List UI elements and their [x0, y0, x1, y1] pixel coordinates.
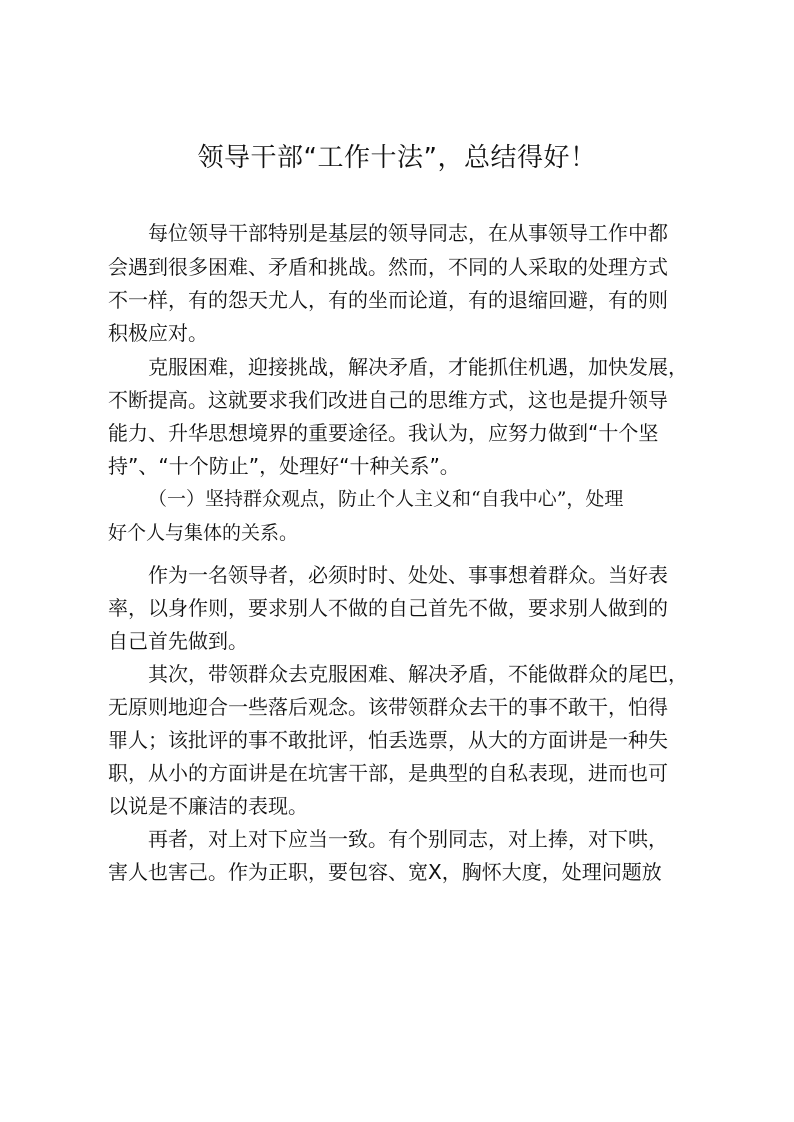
paragraph-line: 会遇到很多困难、矛盾和挑战。然而，不同的人采取的处理方式 — [108, 255, 668, 279]
paragraph-line: 不断提高。这就要求我们改进自己的思维方式，这也是提升领导 — [108, 388, 668, 412]
paragraph-line: 职，从小的方面讲是在坑害干部，是典型的自私表现，进而也可 — [108, 761, 668, 785]
section-heading-line: 好个人与集体的关系。 — [108, 522, 299, 544]
paragraph-line: 能力、升华思想境界的重要途径。我认为，应努力做到“十个坚 — [108, 421, 659, 445]
paragraph-line: 再者，对上对下应当一致。有个别同志，对上捧，对下哄， — [148, 827, 668, 851]
paragraph-line: 其次，带领群众去克服困难、解决矛盾，不能做群众的尾巴， — [148, 662, 688, 686]
paragraph-line: 率，以身作则，要求别人不做的自己首先不做，要求别人做到的 — [108, 596, 668, 620]
paragraph-line: 自己首先做到。 — [108, 629, 248, 653]
paragraph-line: 无原则地迎合一些落后观念。该带领群众去干的事不敢干，怕得 — [108, 695, 668, 719]
paragraph-line: 害人也害己。作为正职，要包容、宽X，胸怀大度，处理问题放 — [108, 860, 662, 884]
paragraph-line: 以说是不廉洁的表现。 — [108, 794, 308, 818]
paragraph-line: 罪人；该批评的事不敢批评，怕丢选票，从大的方面讲是一种失 — [108, 728, 668, 752]
section-heading-line: （一）坚持群众观点，防止个人主义和“自我中心”，处理 — [148, 488, 624, 510]
paragraph-line: 持”、“十个防止”，处理好“十种关系”。 — [108, 454, 460, 478]
paragraph-line: 克服困难，迎接挑战，解决矛盾，才能抓住机遇，加快发展， — [148, 355, 688, 379]
paragraph-line: 积极应对。 — [108, 321, 208, 345]
paragraph-line: 不一样，有的怨天尤人，有的坐而论道，有的退缩回避，有的则 — [108, 288, 668, 312]
paragraph-line: 作为一名领导者，必须时时、处处、事事想着群众。当好表 — [148, 563, 668, 587]
document-title: 领导干部“工作十法”，总结得好！ — [197, 143, 597, 173]
paragraph-line: 每位领导干部特别是基层的领导同志，在从事领导工作中都 — [148, 221, 668, 245]
